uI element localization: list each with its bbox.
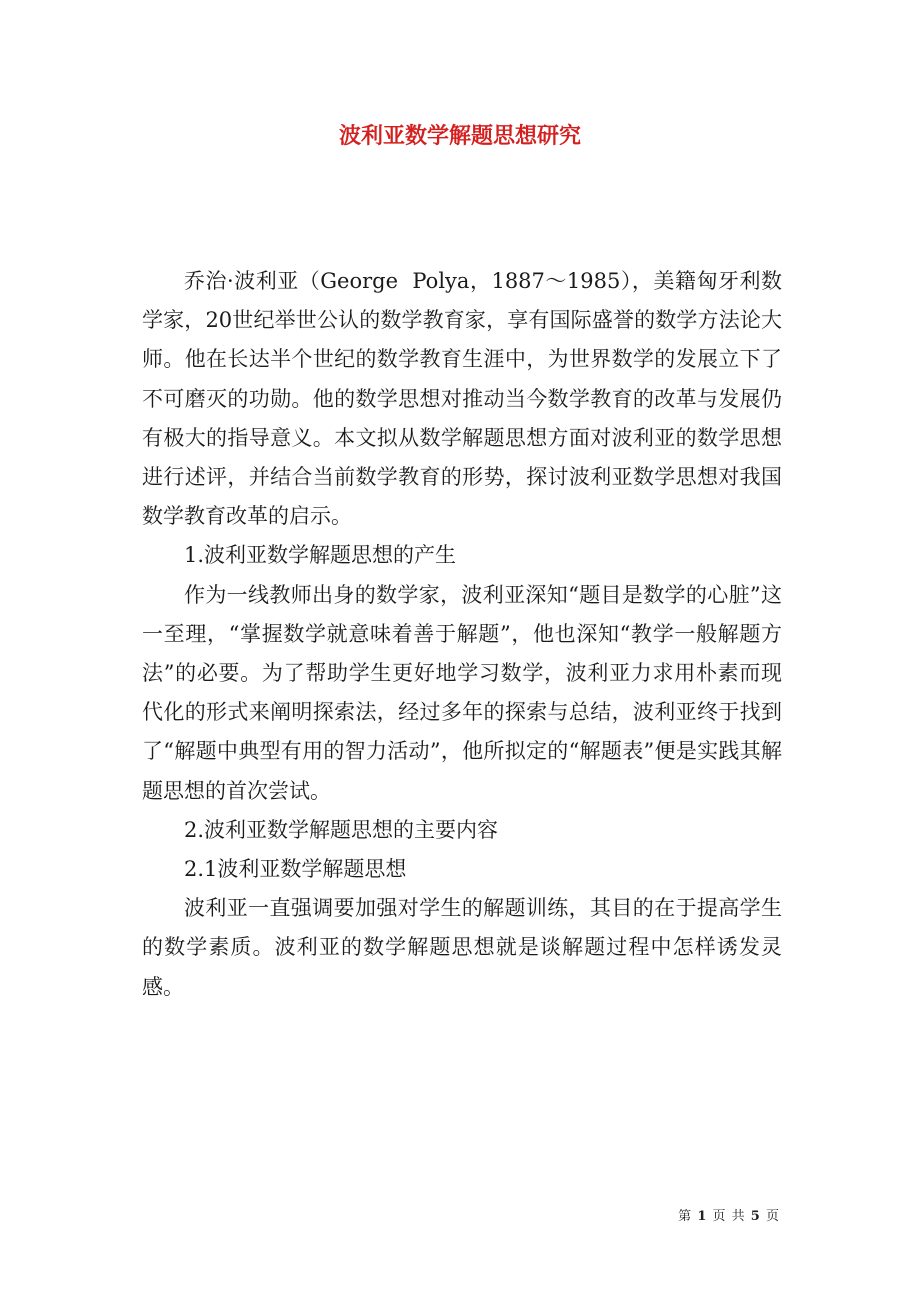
intro-paragraph: 乔治·波利亚（George Polya，1887～1985），美籍匈牙利数学家，20世纪举世公认的数学教育家，享有国际盛誉的数学方法论大师。他在长达半个世纪的数学教育生涯中，为世界数学的发展立下了不可磨灭的功勋。他的数学思想对推动当今数学教育的改革与发展仍有极大的指导意义。本文拟从数学解题思想方面对波利亚的数学思想进行述评，并结合当前数学教育的形势，探讨波利亚数学思想对我国数学教育改革的启示。 <box>142 269 782 529</box>
section-1-paragraph: 作为一线教师出身的数学家，波利亚深知“题目是数学的心脏”这一至理，“掌握数学就意味着善于解题”，他也深知“教学一般解题方法”的必要。为了帮助学生更好地学习数学，波利亚力求用朴素而现代化的形式来阐明探索法，经过多年的探索与总结，波利亚终于找到了“解题中典型有用的智力活动”，他所拟定的“解题表”便是实践其解题思想的首次尝试。 <box>142 582 782 803</box>
footer-prefix: 第 <box>678 1209 693 1224</box>
footer-middle: 页 共 <box>712 1209 746 1224</box>
footer-page-number: 1 <box>697 1209 708 1224</box>
document-title: 波利亚数学解题思想研究 <box>338 123 581 149</box>
footer-suffix: 页 <box>765 1209 780 1224</box>
page-footer <box>678 1208 780 1226</box>
section-heading-2-1: 2.1波利亚数学解题思想 <box>184 857 407 882</box>
section-2-1-paragraph: 波利亚一直强调要加强对学生的解题训练，其目的在于提高学生的数学素质。波利亚的数学解题思想就是谈解题过程中怎样诱发灵感。 <box>142 896 782 999</box>
document-body <box>142 262 782 1007</box>
footer-total-pages: 5 <box>750 1209 761 1224</box>
section-heading-2: 2.波利亚数学解题思想的主要内容 <box>184 817 499 842</box>
section-heading-1: 1.波利亚数学解题思想的产生 <box>184 543 457 568</box>
